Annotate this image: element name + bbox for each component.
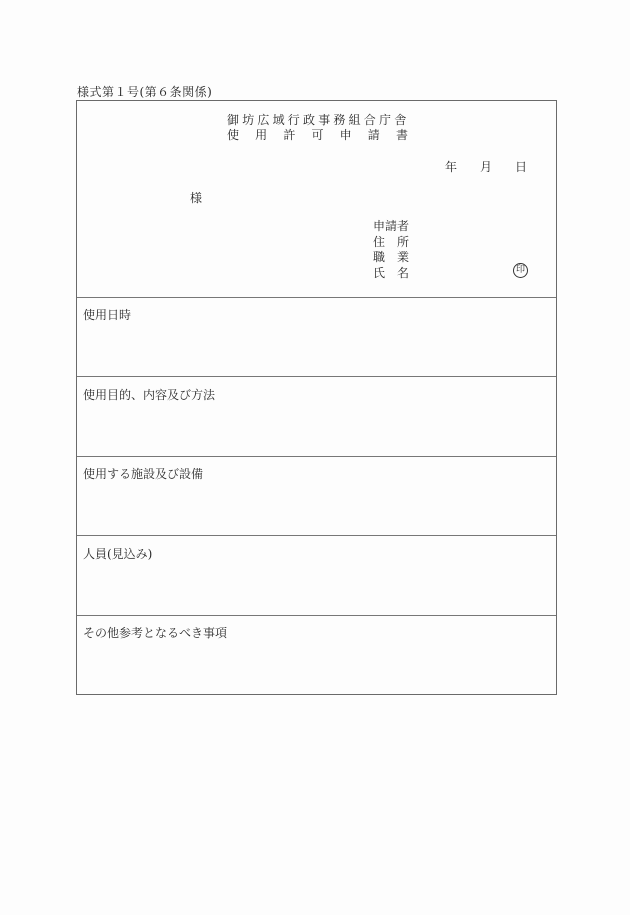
form-header [77, 101, 556, 298]
address-label[interactable] [373, 235, 409, 251]
year-label: 年 [445, 160, 458, 174]
form-number-caption: 様式第１号(第６条関係) [77, 85, 213, 99]
title-char: 書 [395, 128, 408, 142]
occupation-label[interactable] [373, 250, 409, 266]
label-char: 業 [396, 250, 409, 264]
row-purpose[interactable] [77, 378, 556, 457]
row-facilities[interactable] [77, 457, 556, 536]
label-char: 所 [396, 234, 409, 249]
name-label[interactable] [373, 266, 409, 282]
title-char: 使 [227, 128, 240, 142]
month-label: 月 [479, 160, 492, 174]
day-label: 日 [514, 160, 527, 174]
title-char: 可 [311, 128, 324, 142]
application-form [76, 100, 557, 695]
title-char: 許 [283, 128, 296, 142]
title-char: 請 [367, 128, 380, 142]
applicant-heading: 申請者 [373, 219, 410, 233]
label-char: 職 [373, 250, 386, 264]
row-label: 使用日時 [83, 308, 132, 322]
label-char: 住 [373, 234, 386, 249]
row-other-notes[interactable] [77, 616, 556, 695]
row-label: 使用する施設及び設備 [83, 467, 204, 481]
title-line-2 [227, 128, 408, 143]
title-line-1: 御坊広域行政事務組合庁舎 [227, 113, 410, 127]
form-title [227, 113, 409, 143]
addressee-field[interactable]: 様 [190, 191, 203, 205]
title-char: 申 [339, 128, 352, 142]
title-char: 用 [255, 128, 268, 142]
row-attendance[interactable] [77, 537, 556, 616]
row-label: その他参考となるべき事項 [83, 626, 228, 640]
row-label: 使用目的、内容及び方法 [83, 388, 216, 402]
seal-icon: 印 [513, 263, 528, 278]
label-char: 氏 [373, 265, 386, 280]
label-char: 名 [396, 265, 409, 280]
applicant-block [373, 219, 409, 281]
row-label: 人員(見込み) [83, 547, 153, 561]
row-usage-datetime[interactable] [77, 298, 556, 377]
date-field[interactable] [445, 158, 527, 175]
